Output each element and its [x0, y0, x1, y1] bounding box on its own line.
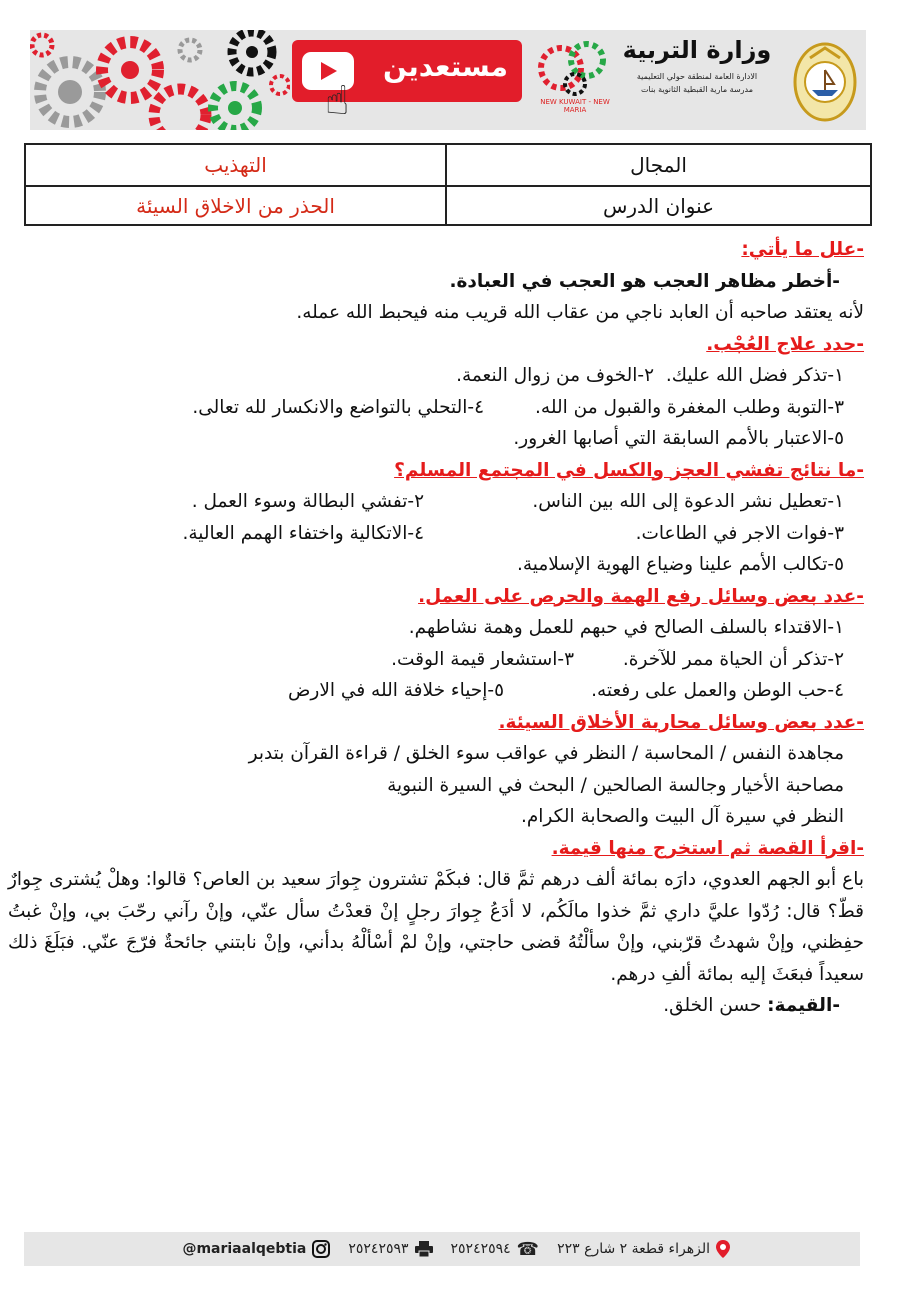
list-item — [8, 675, 864, 707]
answer-item: ٢-الخوف من زوال النعمة. — [456, 365, 654, 386]
contact-footer — [24, 1232, 860, 1266]
gears-decoration — [30, 30, 290, 130]
answer-item: مجاهدة النفس / المحاسبة / النظر في عواقب سوء الخلق / قراءة القرآن بتدبر — [248, 743, 844, 764]
answer-item: ٤-الاتكالية واختفاء الهمم العالية. — [182, 522, 424, 544]
answer-item: ٣-فوات الاجر في الطاعات. — [635, 522, 844, 544]
section-heading: -اقرأ القصة ثم استخرج منها قيمة. — [551, 837, 864, 859]
list-item — [8, 644, 864, 676]
value-label: -القيمة: — [767, 995, 840, 1016]
gear-icon — [232, 32, 272, 72]
question-text: -أخطر مظاهر العجب هو العجب في العبادة. — [449, 270, 840, 292]
answer-item: ٥-تكالب الأمم علينا وضياع الهوية الإسلامية. — [516, 554, 844, 575]
phone-block — [451, 1239, 540, 1260]
list-item — [8, 518, 864, 550]
section-heading: -ما نتائج تفشي العجز والكسل في المجتمع المسلم؟ — [394, 459, 864, 481]
school-name: مدرسة مارية القبطية الثانوية بنات — [641, 85, 753, 94]
answer-item: ٢-تذكر أن الحياة ممر للآخرة. — [622, 648, 844, 670]
list-item — [8, 360, 864, 392]
gear-icon — [40, 62, 100, 122]
field-label: المجال — [446, 144, 871, 186]
value-line — [8, 990, 864, 1022]
instagram-block — [182, 1240, 330, 1258]
instagram-handle[interactable]: @mariaalqebtia — [182, 1241, 307, 1257]
list-item — [8, 392, 864, 424]
fax-number: ٢٥٢٤٢٥٩٣ — [348, 1241, 409, 1257]
gear-icon — [154, 89, 206, 130]
table-row — [25, 186, 871, 225]
answer-text: لأنه يعتقد صاحبه أن العابد ناجي من عقاب الله قريب منه فيحبط الله عمله. — [296, 302, 864, 323]
kuwait-emblem-icon — [790, 36, 860, 124]
answer-item: ١-تعطيل نشر الدعوة إلى الله بين الناس. — [532, 491, 844, 512]
answer-item: ٥-الاعتبار بالأمم السابقة التي أصابها الغرور. — [513, 428, 844, 449]
answer-item: النظر في سيرة آل البيت والصحابة الكرام. — [520, 806, 844, 827]
section-heading: -علل ما يأتي: — [741, 239, 864, 260]
lesson-title-label: عنوان الدرس — [446, 186, 871, 225]
ministry-block — [622, 30, 772, 130]
answer-item: ٤-التحلي بالتواضع والانكسار لله تعالى. — [192, 396, 484, 418]
location-pin-icon — [716, 1240, 730, 1258]
table-row — [25, 144, 871, 186]
fax-block — [348, 1241, 432, 1257]
answer-item: ١-الاقتداء بالسلف الصالح في حبهم للعمل وهمة نشاطهم. — [408, 617, 844, 638]
fax-printer-icon — [415, 1241, 433, 1257]
address-text: الزهراء قطعة ٢ شارع ٢٢٣ — [557, 1241, 710, 1257]
pointer-hand-icon: ☝ — [325, 78, 350, 124]
gear-icon — [213, 86, 257, 130]
section-heading: -حدد علاج العُجْب. — [706, 333, 864, 355]
answer-item: ٤-حب الوطن والعمل على رفعته. — [591, 680, 844, 701]
worksheet-content — [8, 234, 864, 1022]
answer-item: ١-تذكر فضل الله عليك. — [665, 365, 844, 386]
list-item — [8, 486, 864, 518]
phone-icon: ☎ — [516, 1238, 540, 1260]
answer-item: ٣-التوبة وطلب المغفرة والقبول من الله. — [535, 396, 844, 418]
header-banner — [30, 30, 866, 130]
ministry-subtitle: الادارة العامة لمنطقة حولي التعليمية — [636, 72, 758, 81]
answer-item: ٥-إحياء خلافة الله في الارض — [288, 680, 504, 701]
section-heading: -عدد بعض وسائل محاربة الأخلاق السيئة. — [498, 711, 864, 733]
instagram-icon — [312, 1240, 330, 1258]
school-tagline: NEW KUWAIT - NEW MARIA — [540, 98, 610, 114]
ministry-title: وزارة التربية — [622, 36, 772, 64]
field-value: التهذيب — [25, 144, 446, 186]
answer-item: مصاحبة الأخيار وجالسة الصالحين / البحث في السيرة النبوية — [387, 774, 844, 796]
gear-icon — [102, 42, 158, 98]
section-heading: -عدد بعض وسائل رفع الهمة والحرص على العمل. — [418, 585, 864, 607]
address-block — [557, 1240, 730, 1258]
lesson-info-table — [24, 143, 872, 226]
channel-label: مستعدين — [383, 50, 508, 83]
answer-item: ٢-تفشي البطالة وسوء العمل . — [191, 491, 424, 512]
answer-item: ٣-استشعار قيمة الوقت. — [391, 648, 574, 670]
lesson-title-value: الحذر من الاخلاق السيئة — [25, 186, 446, 225]
value-text: حسن الخلق. — [663, 995, 768, 1016]
story-text: باع أبو الجهم العدوي، دارَه بمائة ألف درهم ثمَّ قال: فبكَمْ تشترون جِوارَ سعيد بن العاص؟ قالوا: وهلْ يُشترى جِوارٌ قطّ؟ قال: رُدّوا عليَّ داري ثمَّ خذوا مالَكُم، لا أدَعُ جِوارَ رجلٍ إنْ قعدْتُ سأل عنّي، وإنْ رآني رحّبَ بي، وإنْ غبتُ حفِظني، وإنْ شهدتُ قرّبني، وإنْ سألْتُهُ قضى حاجتي، وإنْ لمْ أسْألْهُ بدأني، وإنْ نابتني جائحةٌ فرّجَ عنّي. فبَلَغَ ذلك سعيداً فبعَثَ إليه بمائة ألفِ درهم. — [8, 869, 864, 985]
phone-number: ٢٥٢٤٢٥٩٤ — [450, 1241, 511, 1257]
